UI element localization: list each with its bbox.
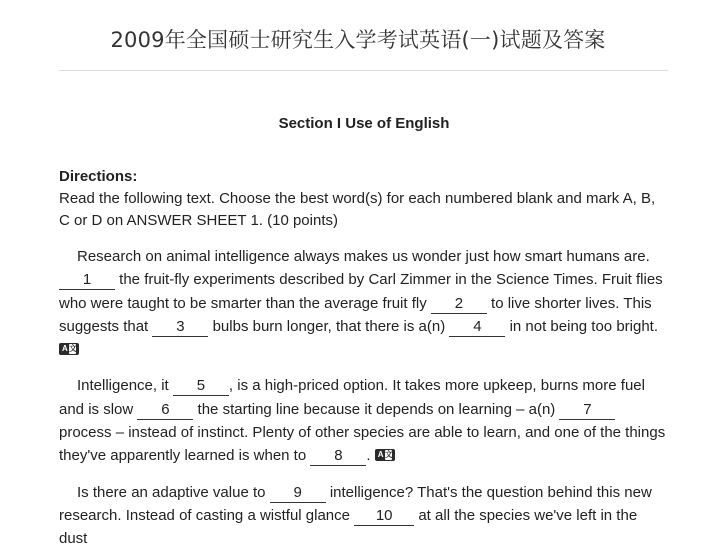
translate-icon[interactable]: A 文 (375, 449, 395, 461)
directions-text: Read the following text. Choose the best word(s) for each numbered blank and mark A, B, C or D on ANSWER SHEET 1. (10 points) (59, 190, 656, 229)
page-title: 2009年全国硕士研究生入学考试英语(一)试题及答案 (110, 28, 606, 52)
directions-label: Directions: (59, 168, 138, 185)
paragraph-3 (59, 481, 669, 551)
blank-9: 9 (270, 484, 326, 503)
paragraph-text: Research on animal intelligence always makes us wonder just how smart humans are. (77, 248, 650, 265)
blank-4: 4 (449, 318, 505, 337)
paragraph-text: the fruit-fly experiments described by Carl Zimmer in the Science Times. Fruit flies who were taught to be smarter than the average fruit fly (59, 271, 663, 312)
blank-1: 1 (59, 271, 115, 290)
blank-8: 8 (310, 447, 366, 466)
section-heading: Section I Use of English (278, 115, 450, 132)
paragraph-text: , is a high-priced option. It takes more upkeep, burns more fuel and is slow (59, 377, 645, 418)
paragraph-text: . (366, 447, 371, 465)
paragraph-text: Intelligence, it (77, 377, 169, 395)
paragraph-text: Is there an adaptive value to (77, 483, 266, 501)
paragraph-text: bulbs burn longer, that there is a(n) (212, 317, 446, 335)
paragraph-text: the starting line because it depends on learning – a(n) (197, 400, 556, 418)
blank-2: 2 (431, 295, 487, 314)
blank-3: 3 (152, 318, 208, 337)
article-body (59, 166, 669, 551)
paragraph-text: in not being too bright. (509, 317, 659, 335)
paragraph-text: at all the species we've left in the dust (59, 506, 638, 548)
blank-6: 6 (137, 401, 193, 420)
title-divider (59, 70, 668, 71)
paragraph-1 (59, 245, 669, 361)
paragraph-text: process – instead of instinct. Plenty of other species are able to learn, and one of the things they've apparently learned is when to (59, 424, 666, 465)
paragraph-2 (59, 374, 669, 467)
blank-7: 7 (559, 401, 615, 420)
directions-block (59, 166, 669, 232)
paragraph-text: intelligence? That's the question behind this new research. Instead of casting a wistful glance (59, 483, 652, 524)
blank-5: 5 (173, 377, 229, 396)
translate-icon[interactable]: A 文 (59, 343, 79, 355)
paragraph-text: to live shorter lives. This suggests that (59, 294, 652, 335)
blank-10: 10 (354, 507, 414, 526)
